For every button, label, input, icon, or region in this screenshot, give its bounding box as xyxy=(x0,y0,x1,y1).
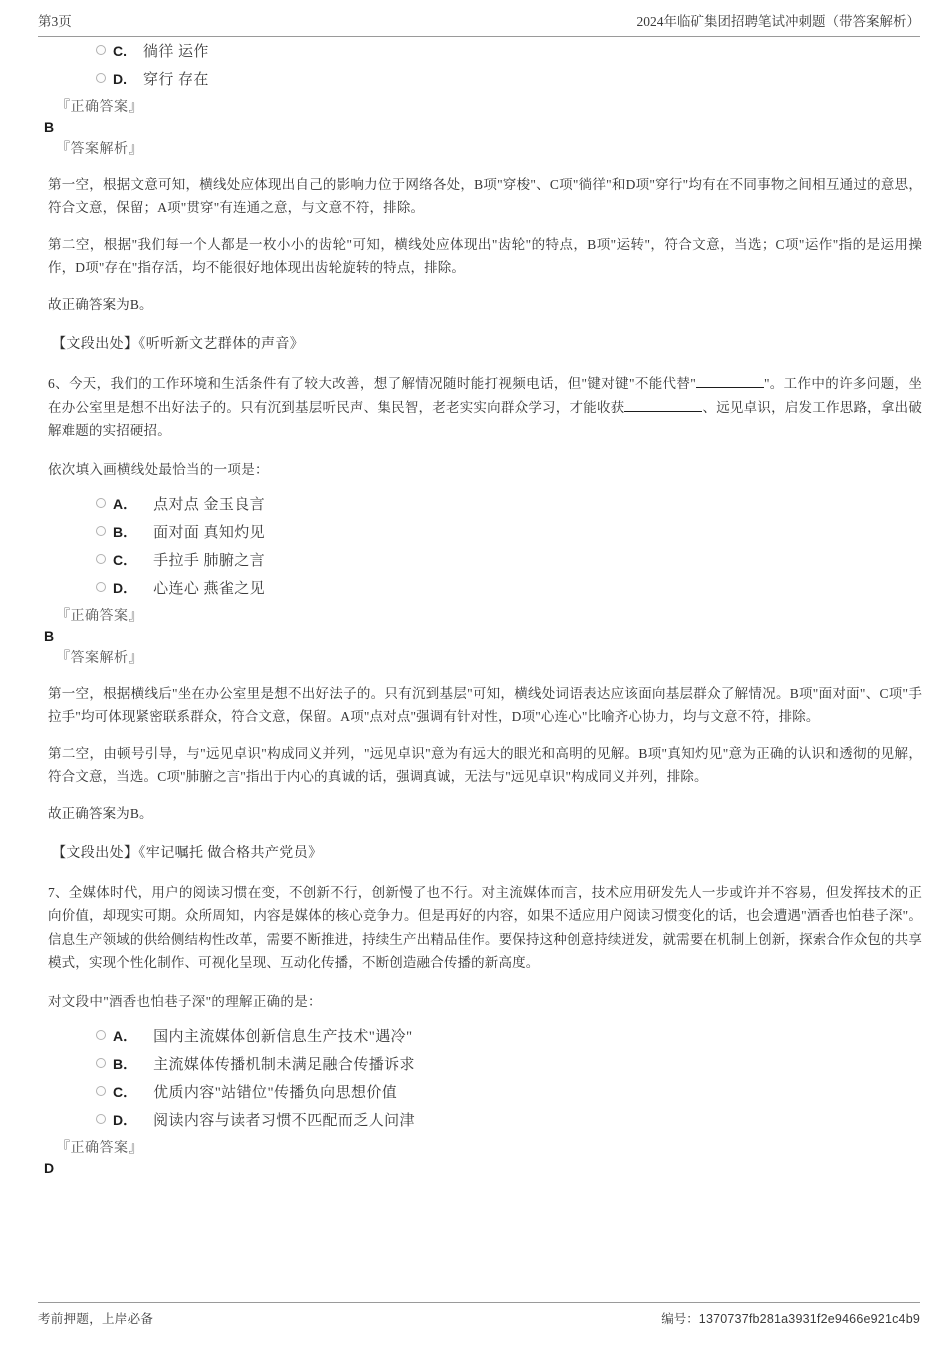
option-text: 面对面 真知灼见 xyxy=(153,524,266,541)
footer-id xyxy=(661,1309,920,1327)
option-item[interactable] xyxy=(38,551,922,570)
radio-button-icon[interactable] xyxy=(96,526,106,536)
radio-button-icon[interactable] xyxy=(96,1114,106,1124)
option-item[interactable] xyxy=(38,579,922,598)
analysis-conclusion: 故正确答案为B。 xyxy=(48,805,153,821)
radio-button-icon[interactable] xyxy=(96,498,106,508)
question6-prompt: 依次填入画横线处最恰当的一项是： xyxy=(48,461,269,477)
analysis-paragraph: 第二空，由顿号引导，与"远见卓识"构成同义并列，"远见卓识"意为有远大的眼光和高明的见解。B项"真知灼见"意为正确的认识和透彻的见解，符合文意，当选。C项"肺腑之言"指出于内心的真诚的话，强调真诚，无法与"远见卓识"构成同义并列，排除。 xyxy=(48,745,922,784)
option-letter: B． xyxy=(113,1055,138,1072)
radio-button-icon[interactable] xyxy=(96,1086,106,1096)
option-letter: A． xyxy=(113,495,138,512)
option-text: 优质内容"站错位"传播负向思想价值 xyxy=(153,1084,398,1101)
option-letter: C． xyxy=(113,551,138,568)
radio-button-icon[interactable] xyxy=(96,1030,106,1040)
question6-stem-part1: 6、今天，我们的工作环境和生活条件有了较大改善，想了解情况随时能打视频电话，但"键对键"不能代替" xyxy=(48,376,696,391)
option-text: 国内主流媒体创新信息生产技术"遇冷" xyxy=(153,1028,413,1045)
option-text: 心连心 燕雀之见 xyxy=(153,580,266,597)
analysis-paragraph: 第一空，根据横线后"坐在办公室里是想不出好法子的。只有沉到基层"可知，横线处词语表达应该面向基层群众了解情况。B项"面对面"、C项"手拉手"均可体现紧密联系群众，符合文意，保留。A项"点对点"强调有针对性，D项"心连心"比喻齐心协力，均与文意不符，排除。 xyxy=(48,685,922,724)
question6-stem-part2: "。工作中的许多问题，坐在办公室里是想不出好法子的。只有沉到基层听民声、集民智，老老实实向群众学习，才能收获 xyxy=(48,376,922,415)
option-item[interactable] xyxy=(38,1055,922,1074)
page-number-label: 第3页 xyxy=(38,14,72,29)
option-item[interactable] xyxy=(38,495,922,514)
passage-source-label: 【文段出处】 xyxy=(52,845,139,861)
radio-button-icon[interactable] xyxy=(96,582,106,592)
correct-answer-label: 『正确答案』 xyxy=(56,1140,143,1156)
passage-source-label: 【文段出处】 xyxy=(52,337,139,352)
radio-button-icon[interactable] xyxy=(96,554,106,564)
question7-options xyxy=(38,1027,922,1130)
option-letter: C． xyxy=(113,1083,138,1100)
option-item[interactable] xyxy=(38,1027,922,1046)
option-text: 阅读内容与读者习惯不匹配而乏人问津 xyxy=(153,1112,415,1129)
page-footer xyxy=(38,1302,920,1327)
document-title: 2024年临矿集团招聘笔试冲刺题（带答案解析） xyxy=(636,14,920,29)
radio-button-icon[interactable] xyxy=(96,73,106,83)
analysis-conclusion: 故正确答案为B。 xyxy=(48,297,153,312)
passage-source xyxy=(52,843,922,865)
option-text: 主流媒体传播机制未满足融合传播诉求 xyxy=(153,1056,415,1073)
answer-analysis-label: 『答案解析』 xyxy=(56,650,143,666)
option-text: 徜徉 运作 xyxy=(143,44,209,60)
option-item[interactable] xyxy=(38,523,922,542)
document-content xyxy=(38,42,922,1179)
option-text: 点对点 金玉良言 xyxy=(153,496,266,513)
option-text: 手拉手 肺腑之言 xyxy=(153,552,266,569)
correct-answer-label: 『正确答案』 xyxy=(56,608,143,624)
fill-blank-1 xyxy=(696,387,764,388)
page-header xyxy=(38,10,920,37)
option-letter: D. xyxy=(113,71,127,87)
radio-button-icon[interactable] xyxy=(96,45,106,55)
correct-answer-value: B xyxy=(44,119,55,135)
option-text: 穿行 存在 xyxy=(143,72,209,88)
passage-source-title: 《牢记嘱托 做合格共产党员》 xyxy=(138,845,323,861)
option-letter: A． xyxy=(113,1027,138,1044)
correct-answer-value: B xyxy=(44,627,55,644)
question6-stem-part3: 、远见卓识，启发工作思路，拿出破解难题的实招硬招。 xyxy=(48,399,922,438)
footer-id-label: 编号： xyxy=(661,1312,699,1326)
question7-prompt: 对文段中"酒香也怕巷子深"的理解正确的是： xyxy=(48,993,322,1009)
option-item[interactable] xyxy=(38,42,922,61)
passage-source xyxy=(52,334,922,356)
option-item[interactable] xyxy=(38,70,922,89)
question6-options xyxy=(38,495,922,598)
correct-answer-value: D xyxy=(44,1159,55,1176)
question6-stem xyxy=(48,372,922,443)
fill-blank-2 xyxy=(624,411,702,412)
correct-answer-label: 『正确答案』 xyxy=(56,100,143,115)
option-item[interactable] xyxy=(38,1111,922,1130)
passage-source-title: 《听听新文艺群体的声音》 xyxy=(138,337,305,352)
answer-analysis-label: 『答案解析』 xyxy=(56,142,143,157)
option-letter: B． xyxy=(113,523,138,540)
footer-slogan: 考前押题，上岸必备 xyxy=(38,1312,154,1326)
option-item[interactable] xyxy=(38,1083,922,1102)
radio-button-icon[interactable] xyxy=(96,1058,106,1068)
question7-stem: 7、全媒体时代，用户的阅读习惯在变，不创新不行，创新慢了也不行。对主流媒体而言，技术应用研发先人一步或许并不容易，但发挥技术的正向价值，却现实可期。众所周知，内容是媒体的核心竞争力。但是再好的内容，如果不适应用户阅读习惯变化的话，也会遭遇"酒香也怕巷子深"。信息生产领域的供给侧结构性改革，需要不断推进，持续生产出精品佳作。要保持这种创意持续迸发，就需要在机制上创新，探索合作众包的共享模式，实现个性化制作、可视化呈现、互动化传播，不断创造融合传播的新高度。 xyxy=(48,884,922,970)
question5-options xyxy=(38,42,922,89)
analysis-paragraph: 第二空，根据"我们每一个人都是一枚小小的齿轮"可知，横线处应体现出"齿轮"的特点，B项"运转"，符合文意，当选；C项"运作"指的是运用操作，D项"存在"指存活，均不能很好地体现出齿轮旋转的特点，排除。 xyxy=(48,237,922,275)
option-letter: D． xyxy=(113,579,138,596)
analysis-paragraph: 第一空，根据文意可知，横线处应体现出自己的影响力位于网络各处，B项"穿梭"、C项"徜徉"和D项"穿行"均有在不同事物之间相互通过的意思，符合文意，保留；A项"贯穿"有连通之意，与文意不符，排除。 xyxy=(48,177,922,215)
footer-id-value: 1370737fb281a3931f2e9466e921c4b9 xyxy=(698,1312,920,1326)
option-letter: D． xyxy=(113,1111,138,1128)
option-letter: C. xyxy=(113,43,127,59)
